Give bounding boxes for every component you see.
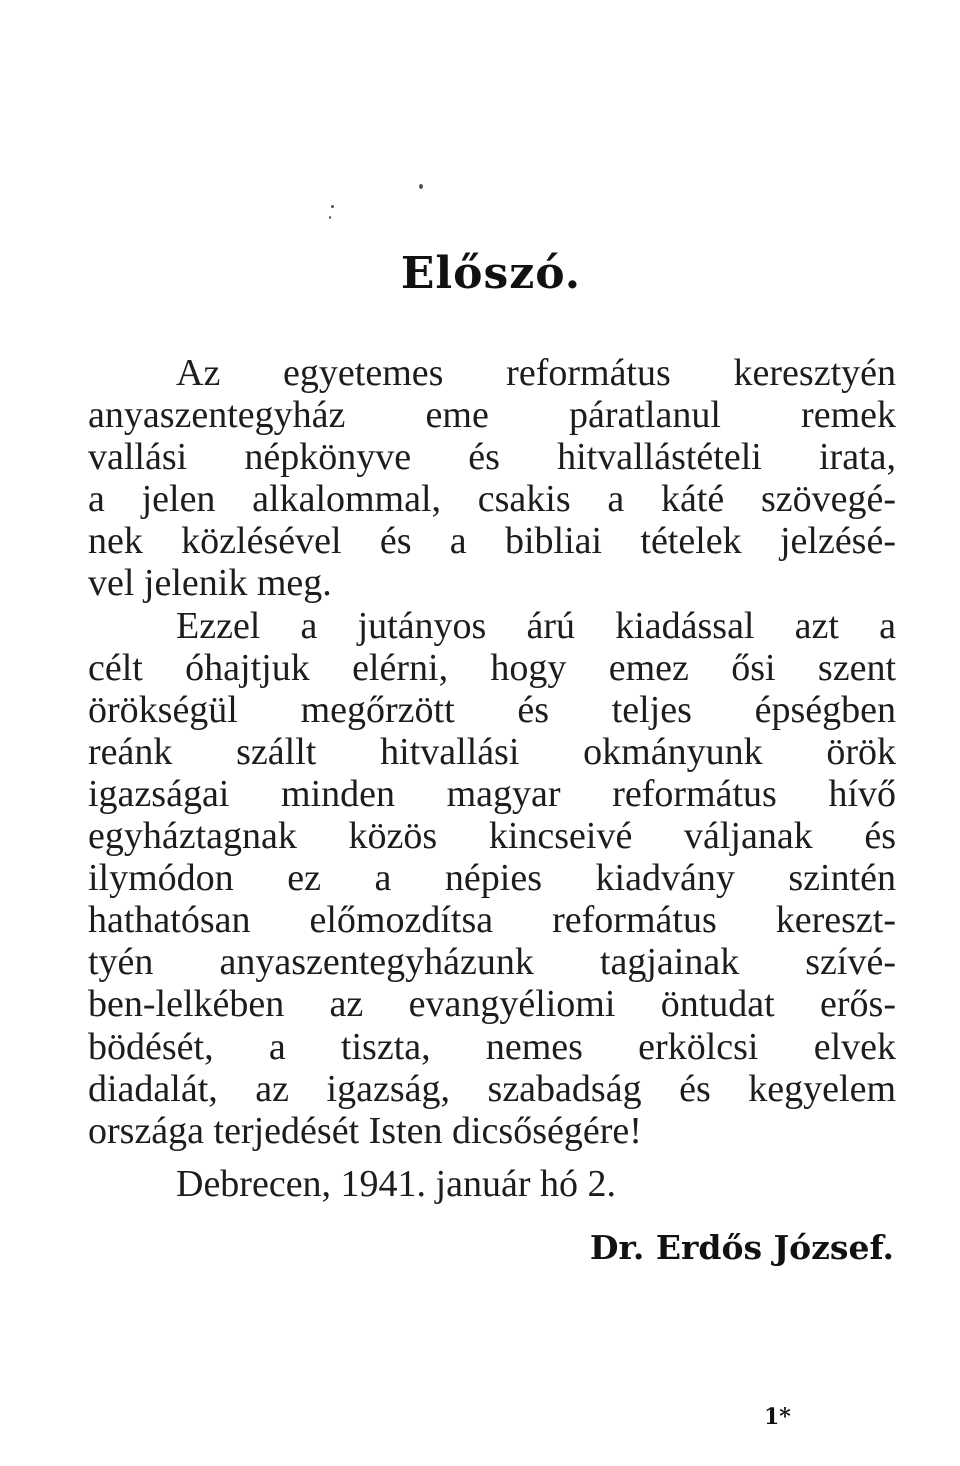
text-line: nek közlésével és a bibliai tételek jelzésé- [88,520,896,563]
text-line: diadalát, az igazság, szabadság és kegyelem [88,1067,896,1110]
ink-speck [329,216,331,219]
text-line: hathatósan előmozdítsa református kereszt- [88,899,896,942]
text-line: vallási népkönyve és hitvallástételi irata, [88,436,896,479]
text-line: ilymódon ez a népies kiadvány szintén [88,857,896,900]
text-line: a jelen alkalommal, csakis a káté szövegé- [88,478,896,521]
text-line: országa terjedését Isten dicsőségére! [88,1109,642,1152]
text-line: örökségül megőrzött és teljes épségben [88,688,896,731]
ink-speck [419,184,423,189]
dateline: Debrecen, 1941. január hó 2. [176,1163,617,1205]
text-line: igazságai minden magyar református hívő [88,772,896,815]
author-signature: Dr. Erdős József. [589,1228,894,1267]
text-line: Ezzel a jutányos árú kiadással azt a [176,604,896,647]
text-line: ben-lelkében az evangyéliomi öntudat erős- [88,983,896,1026]
text-line: Az egyetemes református keresztyén [176,352,896,394]
page-number: 1* [764,1404,791,1430]
text-line: anyaszentegyház eme páratlanul remek [88,394,896,437]
text-line: reánk szállt hitvallási okmányunk örök [88,730,896,773]
ink-speck [331,205,334,208]
text-line: tyén anyaszentegyházunk tagjainak szívé- [88,941,896,984]
text-line: vel jelenik meg. [88,562,332,605]
page-title: Előszó. [400,248,582,299]
text-line: célt óhajtjuk elérni, hogy emez ősi szent [88,646,896,689]
text-line: bödését, a tiszta, nemes erkölcsi elvek [88,1025,896,1068]
preface-text [88,352,896,1152]
text-line: egyháztagnak közös kincseivé váljanak és [88,815,896,858]
